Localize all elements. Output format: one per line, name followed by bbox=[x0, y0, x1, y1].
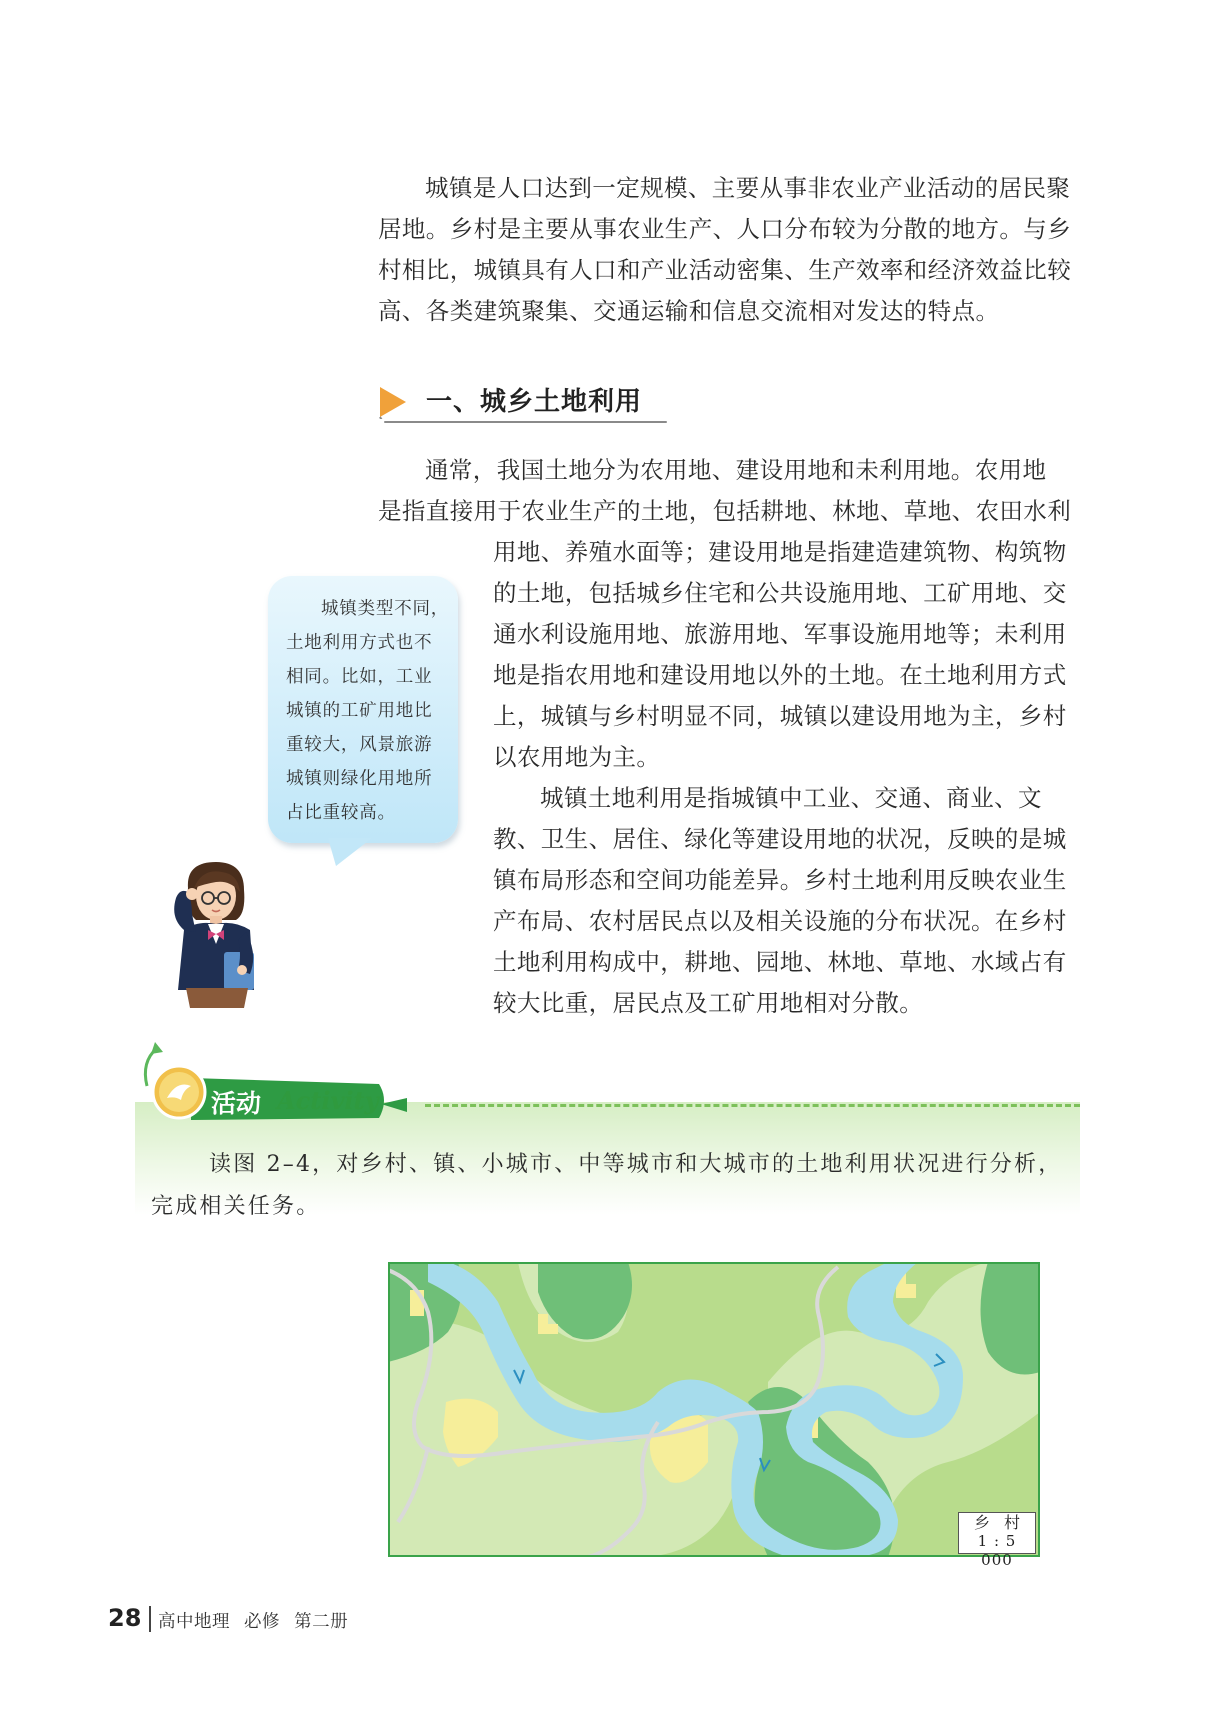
page-number: 28 bbox=[108, 1604, 142, 1632]
callout-line: 相同。比如，工业 bbox=[286, 667, 433, 687]
text-line: 用地、养殖水面等；建设用地是指建造建筑物、构筑物 bbox=[493, 538, 1067, 566]
text-line: 地是指农用地和建设用地以外的土地。在土地利用方式 bbox=[493, 661, 1067, 689]
intro-paragraph bbox=[378, 168, 1078, 332]
text-line: 的土地，包括城乡住宅和公共设施用地、工矿用地、交 bbox=[493, 579, 1067, 607]
urban-land-use-paragraph bbox=[493, 778, 1078, 1024]
callout-line: 城镇的工矿用地比 bbox=[286, 701, 433, 721]
map-legend-title: 乡村 bbox=[973, 1513, 1034, 1532]
callout-text bbox=[286, 592, 450, 830]
text-line: 通水利设施用地、旅游用地、军事设施用地等；未利用 bbox=[493, 620, 1067, 648]
text-line: 高、各类建筑聚集、交通运输和信息交流相对发达的特点。 bbox=[378, 297, 1000, 325]
activity-label: 活动 bbox=[211, 1089, 262, 1118]
teacher-character-icon bbox=[158, 858, 273, 1010]
callout-line: 土地利用方式也不 bbox=[286, 633, 433, 653]
text-line: 通常，我国土地分为农用地、建设用地和未利用地。农用地 bbox=[425, 456, 1047, 484]
activity-text bbox=[151, 1144, 1065, 1228]
activity-line: 读图 2–4，对乡村、镇、小城市、中等城市和大城市的土地利用状况进行分析， bbox=[209, 1152, 1063, 1177]
callout-line: 重较大，风景旅游 bbox=[286, 735, 433, 755]
activity-line: 完成相关任务。 bbox=[151, 1194, 321, 1219]
callout-line: 城镇类型不同， bbox=[321, 599, 450, 619]
heading-underline bbox=[384, 421, 667, 423]
text-line: 是指直接用于农业生产的土地，包括耕地、林地、草地、农田水利 bbox=[378, 497, 1072, 525]
map-scale: 1 : 5 000 bbox=[977, 1532, 1017, 1569]
text-line: 较大比重，居民点及工矿用地相对分散。 bbox=[493, 989, 924, 1017]
text-line: 产布局、农村居民点以及相关设施的分布状况。在乡村 bbox=[493, 907, 1067, 935]
text-line: 上，城镇与乡村明显不同，城镇以建设用地为主，乡村 bbox=[493, 702, 1067, 730]
text-line: 以农用地为主。 bbox=[493, 743, 661, 771]
activity-section bbox=[135, 1040, 1080, 1219]
text-line: 镇布局形态和空间功能差异。乡村土地利用反映农业生 bbox=[493, 866, 1067, 894]
bubble-tail-icon bbox=[328, 838, 378, 868]
text-line: 城镇土地利用是指城镇中工业、交通、商业、文 bbox=[540, 784, 1042, 812]
speech-bubble bbox=[268, 576, 458, 843]
activity-label-english: Activity bbox=[277, 1086, 379, 1115]
village-land-use-map bbox=[388, 1262, 1040, 1557]
triangle-marker-icon bbox=[378, 385, 408, 419]
land-use-paragraph-continued bbox=[493, 532, 1078, 778]
footer-separator bbox=[149, 1606, 151, 1632]
text-line: 土地利用构成中，耕地、园地、林地、草地、水域占有 bbox=[493, 948, 1067, 976]
book-title: 高中地理 必修 第二册 bbox=[158, 1612, 349, 1632]
map-legend bbox=[958, 1512, 1036, 1569]
land-use-paragraph bbox=[378, 450, 1078, 532]
activity-dashed-line bbox=[425, 1104, 1080, 1107]
section-heading bbox=[378, 379, 668, 427]
text-line: 居地。乡村是主要从事农业生产、人口分布较为分散的地方。与乡 bbox=[378, 215, 1072, 243]
callout-line: 占比重较高。 bbox=[286, 803, 396, 823]
callout-line: 城镇则绿化用地所 bbox=[286, 769, 433, 789]
text-line: 城镇是人口达到一定规模、主要从事非农业产业活动的居民聚 bbox=[425, 174, 1071, 202]
section-title: 一、城乡土地利用 bbox=[426, 387, 643, 417]
text-line: 教、卫生、居住、绿化等建设用地的状况，反映的是城 bbox=[493, 825, 1067, 853]
text-line: 村相比，城镇具有人口和产业活动密集、生产效率和经济效益比较 bbox=[378, 256, 1072, 284]
